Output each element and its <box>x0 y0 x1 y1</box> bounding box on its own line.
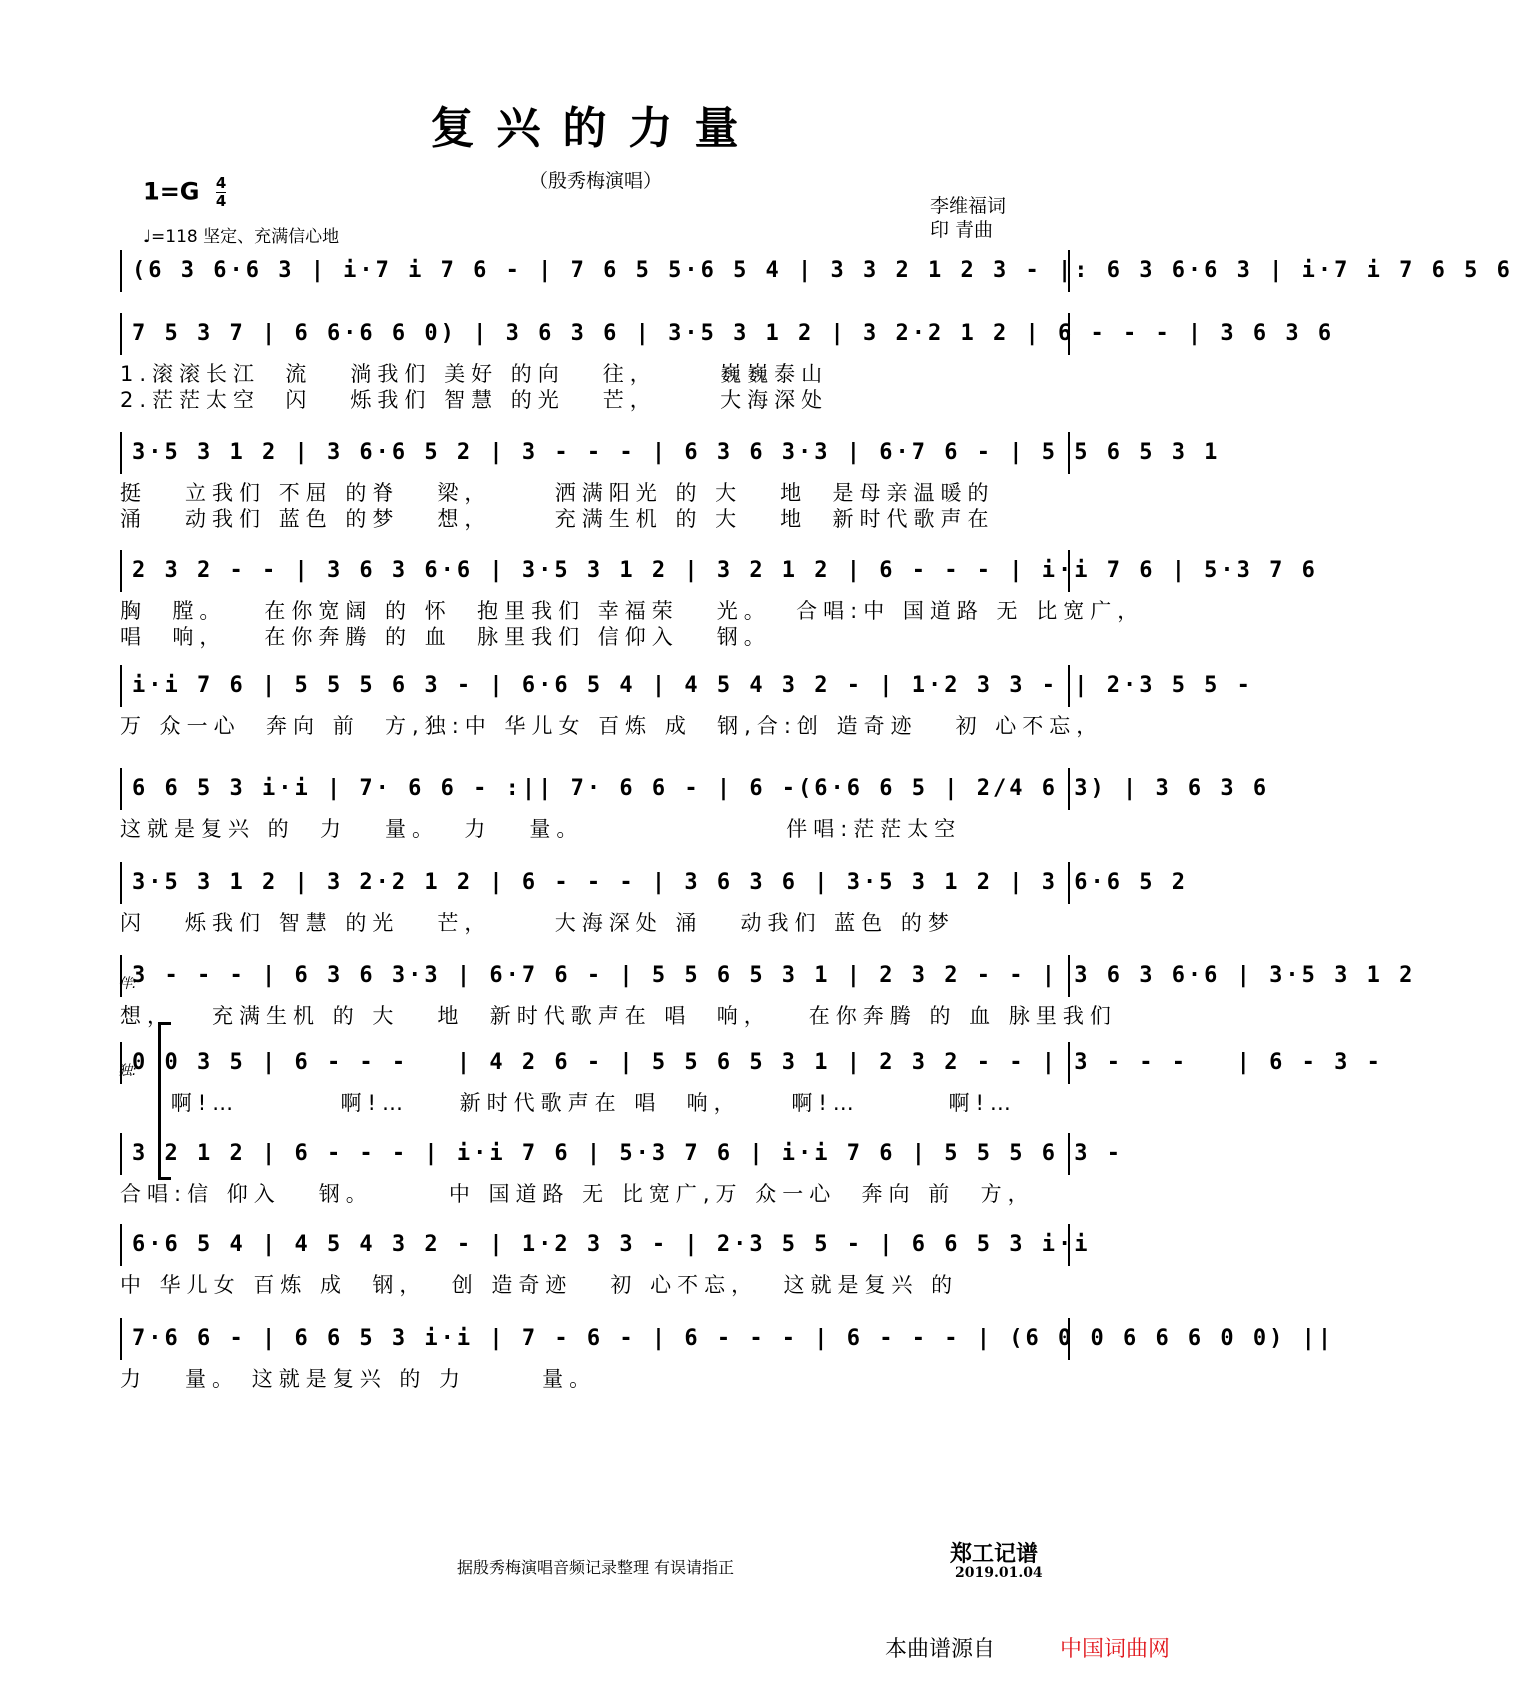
key-signature <box>143 175 226 210</box>
source-label: 本曲谱源自 <box>885 1637 996 1662</box>
music-line: 6·6 5 4 | 4 5 4 3 2 - | 1·2 3 3 - | 2·3 5 5 - | 6 6 5 3 i·i <box>120 1224 1070 1266</box>
lyric-line: 万 众一心 奔向 前 方,独:中 华儿女 百炼 成 钢,合:创 造奇迹 初 心不忘， <box>120 714 1104 738</box>
time-sig-den: 4 <box>215 192 227 210</box>
recorder-name: 郑工记谱 <box>950 1541 1039 1567</box>
lyric-line: 闪 烁我们 智慧 的光 芒， 大海深处 涌 动我们 蓝色 的梦 <box>120 911 955 935</box>
time-signature <box>216 175 226 210</box>
lyric-line: 合唱:信 仰入 钢。 中 国道路 无 比宽广,万 众一心 奔向 前 方， <box>120 1182 1035 1206</box>
song-title: 复兴的力量 <box>430 103 761 154</box>
music-line: 3 2 1 2 | 6 - - - | i·i 7 6 | 5·3 7 6 | i·i 7 6 | 5 5 5 6 3 - <box>120 1133 1070 1175</box>
music-line: 0 0 3 5 | 6 - - - | 4 2 6 - | 5 5 6 5 3 1 | 2 3 2 - - | 3 - - - | 6 - 3 - <box>120 1042 1070 1084</box>
lyricist: 李维福词 <box>930 195 1007 217</box>
accomp-label: 伴: <box>118 976 137 992</box>
transcription-note: 据殷秀梅演唱音频记录整理 有误请指正 <box>456 1558 735 1577</box>
lyric-line: 这就是复兴 的 力 量。 力 量。 伴唱:茫茫太空 <box>120 817 962 841</box>
key-label: 1=G <box>143 177 200 206</box>
solo-label: 独: <box>118 1063 137 1079</box>
lyric-line: 力 量。 这就是复兴 的 力 量。 <box>120 1367 597 1391</box>
singer-credit: （殷秀梅演唱） <box>528 170 662 192</box>
music-line: 7·6 6 - | 6 6 5 3 i·i | 7 - 6 - | 6 - - - | 6 - - - | (6 0 0 6 6 6 0 0) || <box>120 1318 1070 1360</box>
recorder-date: 2019.01.04 <box>955 1565 1043 1581</box>
music-line: 3·5 3 1 2 | 3 2·2 1 2 | 6 - - - | 3 6 3 6 | 3·5 3 1 2 | 3 6·6 5 2 <box>120 862 1070 904</box>
music-line: i·i 7 6 | 5 5 5 6 3 - | 6·6 5 4 | 4 5 4 3 2 - | 1·2 3 3 - | 2·3 5 5 - <box>120 665 1070 707</box>
music-line: 7 5 3 7 | 6 6·6 6 0) | 3 6 3 6 | 3·5 3 1 2 | 3 2·2 1 2 | 6 - - - | 3 6 3 6 <box>120 313 1070 355</box>
lyric-line: 胸 膛。 在你宽阔 的 怀 抱里我们 幸福荣 光。 合唱:中 国道路 无 比宽广， <box>120 599 1145 623</box>
music-line: 3 - - - | 6 3 6 3·3 | 6·7 6 - | 5 5 6 5 3 1 | 2 3 2 - - | 3 6 3 6·6 | 3·5 3 1 2 <box>120 955 1070 997</box>
lyric-line: 挺 立我们 不屈 的脊 梁， 洒满阳光 的 大 地 是母亲温暖的 <box>120 481 995 505</box>
composer: 印 青曲 <box>930 219 994 241</box>
tempo-marking: ♩=118 坚定、充满信心地 <box>143 227 340 247</box>
lyric-line: 想， 充满生机 的 大 地 新时代歌声在 唱 响， 在你奔腾 的 血 脉里我们 <box>120 1004 1117 1028</box>
lyric-line: 啊!… 啊!… 新时代歌声在 唱 响， 啊!… 啊!… <box>120 1091 1017 1115</box>
lyric-line: 2.茫茫太空 闪 烁我们 智慧 的光 芒， 大海深处 <box>120 388 829 412</box>
music-line: 6 6 5 3 i·i | 7· 6 6 - :|| 7· 6 6 - | 6 -(6·6 6 5 | 2/4 6 3) | 3 6 3 6 <box>120 768 1070 810</box>
system-bracket <box>158 1022 171 1180</box>
music-line: (6 3 6·6 3 | i·7 i 7 6 - | 7 6 5 5·6 5 4 | 3 3 2 1 2 3 - |: 6 3 6·6 3 | i·7 i 7 6 5 6 <box>120 250 1070 292</box>
music-line: 2 3 2 - - | 3 6 3 6·6 | 3·5 3 1 2 | 3 2 1 2 | 6 - - - | i·i 7 6 | 5·3 7 6 <box>120 550 1070 592</box>
music-line: 3·5 3 1 2 | 3 6·6 5 2 | 3 - - - | 6 3 6 3·3 | 6·7 6 - | 5 5 6 5 3 1 <box>120 432 1070 474</box>
lyric-line: 1.滚滚长江 流 淌我们 美好 的向 往， 巍巍泰山 <box>120 362 829 386</box>
lyric-line: 唱 响， 在你奔腾 的 血 脉里我们 信仰入 钢。 <box>120 625 771 649</box>
lyric-line: 中 华儿女 百炼 成 钢， 创 造奇迹 初 心不忘， 这就是复兴 的 <box>120 1273 959 1297</box>
credits <box>930 194 1006 242</box>
lyric-line: 涌 动我们 蓝色 的梦 想， 充满生机 的 大 地 新时代歌声在 <box>120 507 995 531</box>
site-link[interactable]: 中国词曲网 <box>1060 1637 1171 1662</box>
time-sig-num: 4 <box>215 174 227 192</box>
